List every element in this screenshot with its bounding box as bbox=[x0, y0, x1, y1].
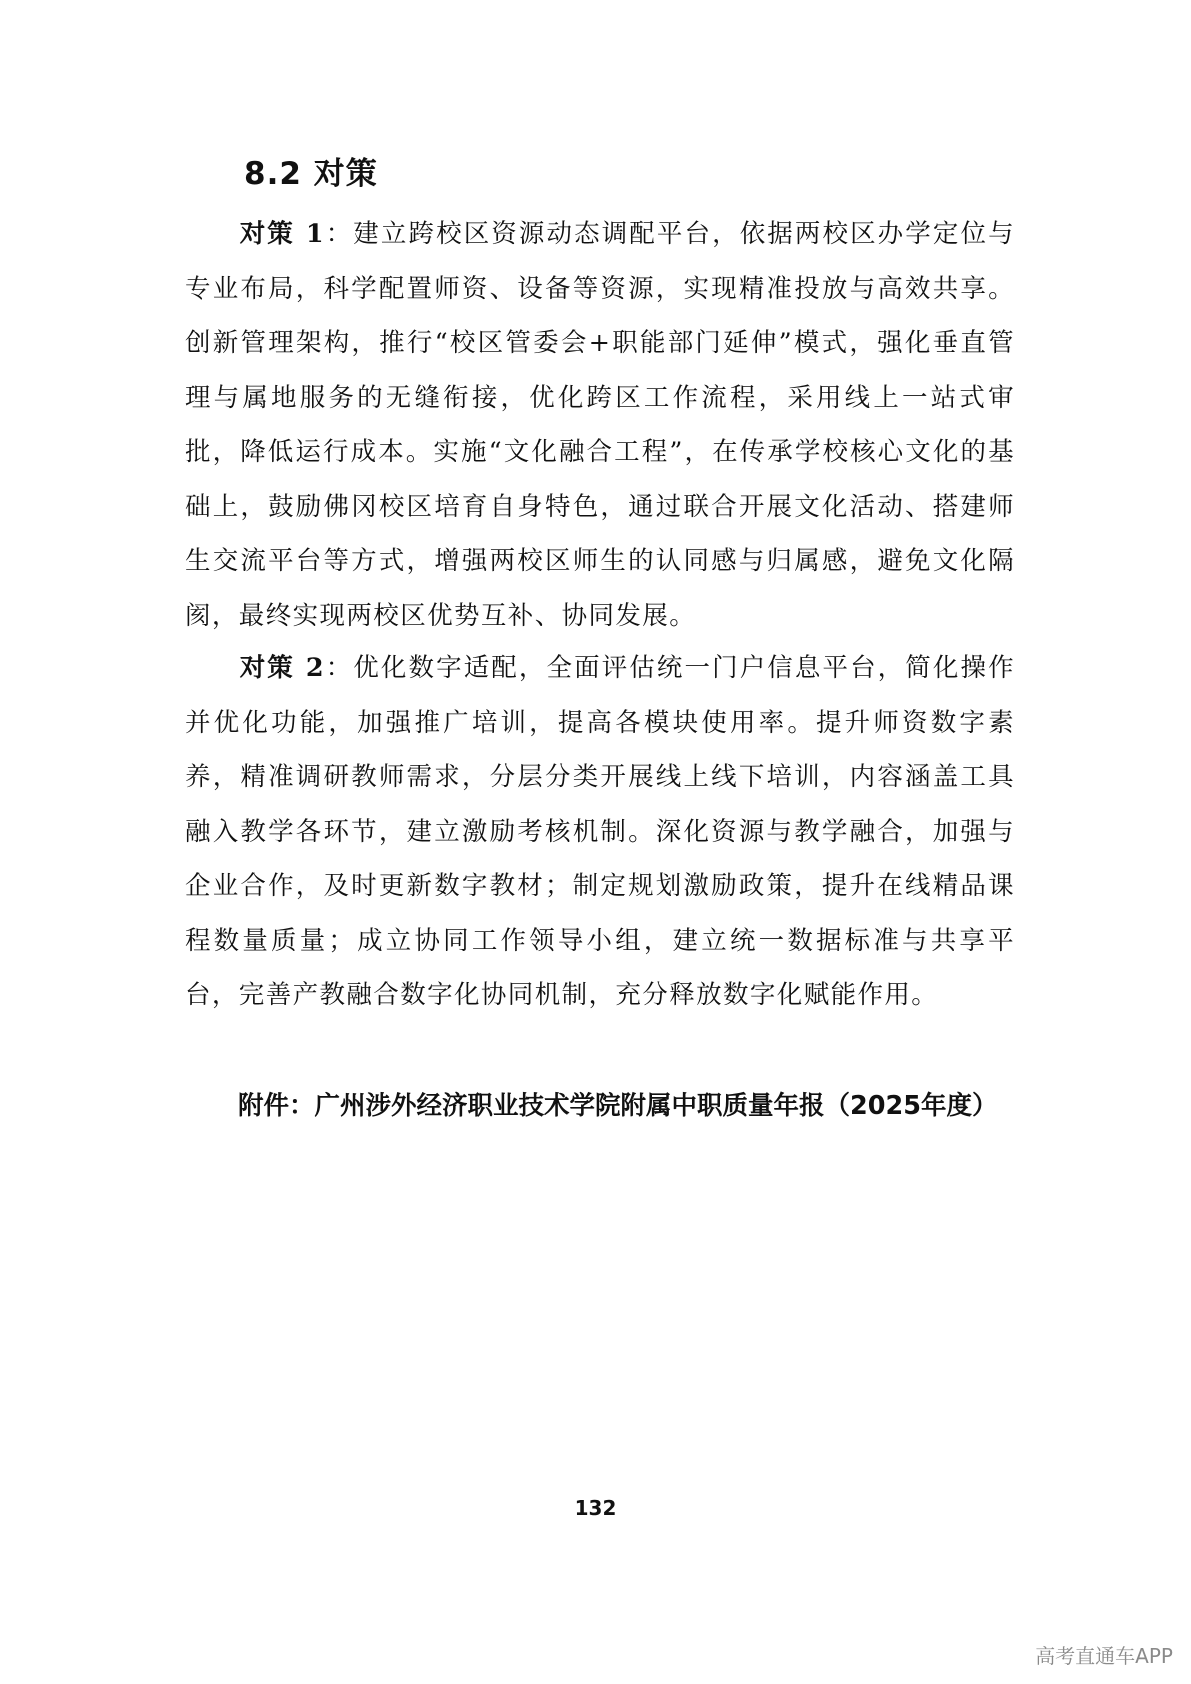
countermeasure-1-text: ：建立跨校区资源动态调配平台，依据两校区办学定位与专业布局，科学配置师资、设备等资源，实现精准投放与高效共享。创新管理架构，推行“校区管委会+职能部门延伸”模式，强化垂直管理与属地服务的无缝衔接，优化跨区工作流程，采用线上一站式审批，降低运行成本。实施“文化融合工程”，在传承学校核心文化的基础上，鼓励佛冈校区培育自身特色，通过联合开展文化活动、搭建师生交流平台等方式，增强两校区师生的认同感与归属感，避免文化隔阂，最终实现两校区优势互补、协同发展。 bbox=[185, 219, 1015, 631]
watermark-text: 高考直通车APP bbox=[1035, 1644, 1173, 1668]
page-number: 132 bbox=[574, 1496, 617, 1520]
countermeasure-2-label: 对策 2 bbox=[239, 653, 326, 683]
countermeasure-2-text: ：优化数字适配，全面评估统一门户信息平台，简化操作并优化功能，加强推广培训，提高各模块使用率。提升师资数字素养，精准调研教师需求，分层分类开展线上线下培训，内容涵盖工具融入教学各环节，建立激励考核机制。深化资源与教学融合，加强与企业合作，及时更新数字教材；制定规划激励政策，提升在线精品课程数量质量；成立协同工作领导小组，建立统一数据标准与共享平台，完善产教融合数字化协同机制，充分释放数字化赋能作用。 bbox=[185, 653, 1015, 1010]
countermeasure-2-paragraph bbox=[185, 641, 1015, 1023]
countermeasure-1-label: 对策 1 bbox=[239, 219, 326, 249]
section-heading: 8.2 对策 bbox=[244, 156, 378, 192]
attachment-note: 附件：广州涉外经济职业技术学院附属中职质量年报（2025年度） bbox=[238, 1091, 998, 1121]
countermeasure-1-paragraph bbox=[185, 207, 1015, 643]
